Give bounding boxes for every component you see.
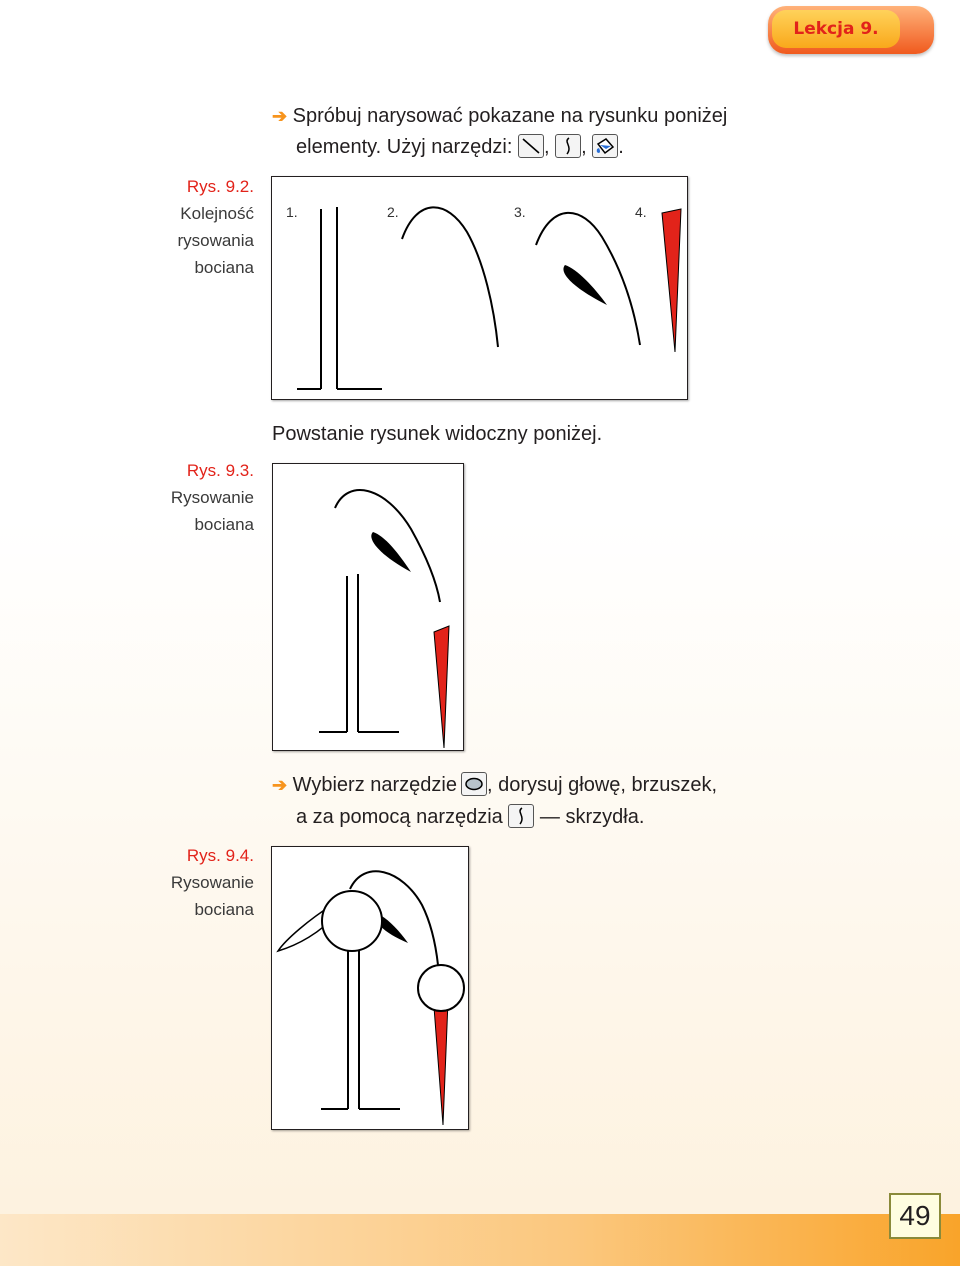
step1-legs bbox=[297, 207, 382, 389]
curve-tool-icon bbox=[555, 134, 581, 158]
legs bbox=[319, 574, 399, 732]
figure-number: Rys. 9.4. bbox=[186, 846, 254, 865]
beak bbox=[434, 626, 449, 748]
stork-complete-drawing bbox=[272, 847, 468, 1129]
caption-fig-9-4 bbox=[104, 842, 254, 923]
figure-number: Rys. 9.2. bbox=[186, 177, 254, 196]
instruction-1-line2-text: elementy. Użyj narzędzi: bbox=[296, 136, 513, 158]
figure-9-3 bbox=[272, 463, 464, 751]
figure-9-4 bbox=[271, 846, 469, 1130]
caption-line: rysowania bbox=[177, 231, 254, 250]
caption-line: Rysowanie bbox=[170, 488, 254, 507]
stork-steps-drawing bbox=[272, 177, 687, 399]
body-circle bbox=[322, 891, 382, 951]
step3-neck bbox=[536, 213, 640, 345]
footer-band bbox=[0, 1214, 960, 1266]
instruction-2-line2-prefix: a za pomocą narzędzia bbox=[296, 806, 503, 828]
page-number: 49 bbox=[889, 1193, 941, 1239]
separator: , bbox=[581, 136, 587, 158]
lesson-tab-inner bbox=[772, 10, 900, 48]
instruction-2 bbox=[272, 770, 717, 801]
step-label: 3. bbox=[514, 204, 526, 220]
curve-tool-icon bbox=[508, 804, 534, 828]
lesson-label: Lekcja 9. bbox=[793, 19, 879, 39]
step-label: 1. bbox=[286, 204, 298, 220]
wing bbox=[371, 532, 411, 572]
line-tool-icon bbox=[518, 134, 544, 158]
caption-fig-9-2 bbox=[104, 173, 254, 281]
beak bbox=[434, 1001, 448, 1125]
separator: . bbox=[618, 136, 624, 158]
fill-tool-icon bbox=[592, 134, 618, 158]
step3-wing bbox=[563, 265, 607, 305]
lesson-tab bbox=[768, 6, 934, 54]
arrow-bullet-icon: ➔ bbox=[272, 106, 288, 126]
caption-line: Rysowanie bbox=[170, 873, 254, 892]
step4-beak bbox=[662, 209, 681, 352]
caption-fig-9-3 bbox=[104, 457, 254, 538]
caption-line: Kolejność bbox=[180, 204, 254, 223]
step-label: 4. bbox=[635, 204, 647, 220]
instruction-1 bbox=[272, 101, 727, 132]
instruction-1-line1: Spróbuj narysować pokazane na rysunku poniżej bbox=[292, 105, 728, 127]
instruction-2-line1-prefix: Wybierz narzędzie bbox=[292, 774, 457, 796]
figure-number: Rys. 9.3. bbox=[186, 461, 254, 480]
caption-line: bociana bbox=[194, 515, 254, 534]
instruction-2-line2-suffix: — skrzydła. bbox=[539, 806, 645, 828]
head-circle bbox=[418, 965, 464, 1011]
step-label: 2. bbox=[387, 204, 399, 220]
caption-line: bociana bbox=[194, 900, 254, 919]
instruction-2-line2 bbox=[296, 802, 644, 833]
caption-line: bociana bbox=[194, 258, 254, 277]
ellipse-tool-icon bbox=[461, 772, 487, 796]
legs bbox=[321, 945, 400, 1109]
separator: , bbox=[543, 136, 550, 158]
instruction-1-line2 bbox=[296, 132, 624, 163]
middle-text: Powstanie rysunek widoczny poniżej. bbox=[272, 423, 603, 445]
arrow-bullet-icon: ➔ bbox=[272, 775, 288, 795]
figure-9-2 bbox=[271, 176, 688, 400]
step2-neck bbox=[402, 207, 498, 347]
instruction-2-line1-suffix: , dorysuj głowę, brzuszek, bbox=[486, 774, 718, 796]
stork-assembled-drawing bbox=[273, 464, 463, 750]
